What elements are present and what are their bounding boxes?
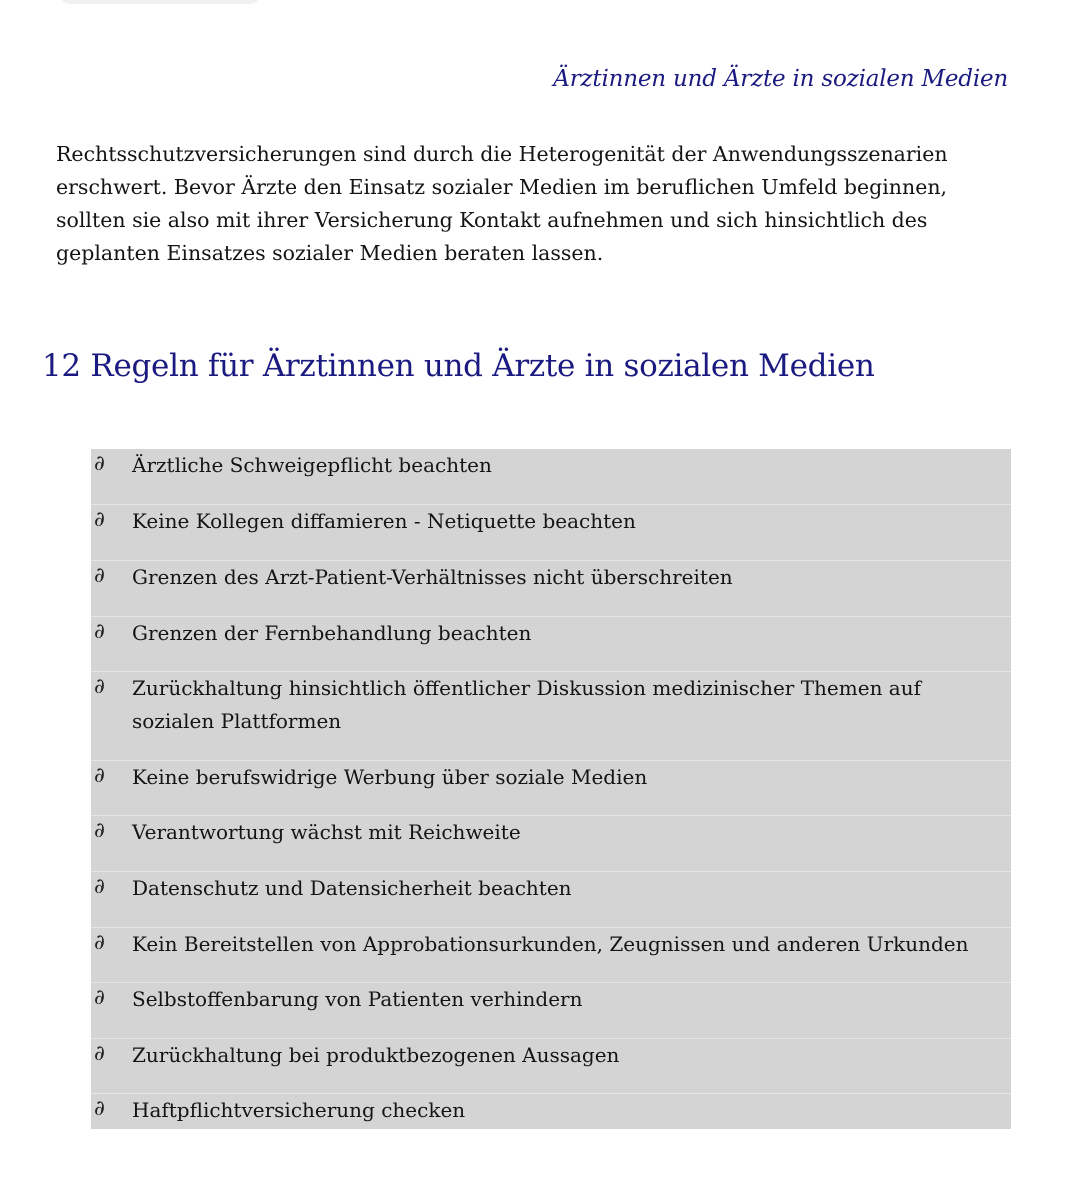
rule-item — [91, 671, 1011, 760]
rule-item — [91, 449, 1011, 504]
rule-text: Grenzen des Arzt-Patient-Verhältnisses nicht überschreiten — [132, 565, 733, 589]
rule-item — [91, 927, 1011, 983]
bullet-icon: ∂ — [94, 985, 105, 1009]
rule-text: Datenschutz und Datensicherheit beachten — [132, 876, 572, 900]
running-header: Ärztinnen und Ärzte in sozialen Medien — [553, 66, 1008, 92]
intro-line: Rechtsschutzversicherungen sind durch die Heterogenität der Anwendungsszenarien — [56, 142, 948, 166]
bullet-icon: ∂ — [94, 563, 105, 587]
intro-line: geplanten Einsatzes sozialer Medien beraten lassen. — [56, 241, 604, 265]
top-tab — [60, 0, 260, 4]
bullet-icon: ∂ — [94, 874, 105, 898]
intro-paragraph — [56, 138, 1056, 270]
rule-item — [91, 760, 1011, 816]
rule-item — [91, 871, 1011, 927]
rule-item — [91, 982, 1011, 1038]
bullet-icon: ∂ — [94, 818, 105, 842]
rule-item — [91, 815, 1011, 871]
rule-text: Ärztliche Schweigepflicht beachten — [132, 453, 492, 477]
rule-text: Haftpflichtversicherung checken — [132, 1098, 466, 1122]
rule-item — [91, 1038, 1011, 1094]
bullet-icon: ∂ — [94, 930, 105, 954]
intro-line: erschwert. Bevor Ärzte den Einsatz sozialer Medien im beruflichen Umfeld beginnen, — [56, 175, 948, 199]
rule-text: Grenzen der Fernbehandlung beachten — [132, 621, 532, 645]
bullet-icon: ∂ — [94, 763, 105, 787]
rule-text: Selbstoffenbarung von Patienten verhindern — [132, 987, 583, 1011]
section-heading: 12 Regeln für Ärztinnen und Ärzte in sozialen Medien — [42, 348, 875, 384]
bullet-icon: ∂ — [94, 619, 105, 643]
rule-text: Verantwortung wächst mit Reichweite — [132, 820, 521, 844]
rule-text: Keine Kollegen diffamieren - Netiquette beachten — [132, 509, 636, 533]
bullet-icon: ∂ — [94, 674, 105, 698]
rule-item — [91, 1093, 1011, 1130]
rule-text: Zurückhaltung hinsichtlich öffentlicher Diskussion medizinischer Themen auf sozialen Plattformen — [132, 676, 922, 733]
bullet-icon: ∂ — [94, 507, 105, 531]
rules-list — [91, 449, 1011, 1129]
bullet-icon: ∂ — [94, 451, 105, 475]
bullet-icon: ∂ — [94, 1041, 105, 1065]
rule-text: Keine berufswidrige Werbung über soziale Medien — [132, 765, 648, 789]
bullet-icon: ∂ — [94, 1096, 105, 1120]
rule-item — [91, 616, 1011, 672]
rule-text: Zurückhaltung bei produktbezogenen Aussagen — [132, 1043, 620, 1067]
rule-item — [91, 504, 1011, 560]
rule-item — [91, 560, 1011, 616]
intro-line: sollten sie also mit ihrer Versicherung Kontakt aufnehmen und sich hinsichtlich des — [56, 208, 928, 232]
rule-text: Kein Bereitstellen von Approbationsurkunden, Zeugnissen und anderen Urkunden — [132, 932, 969, 956]
